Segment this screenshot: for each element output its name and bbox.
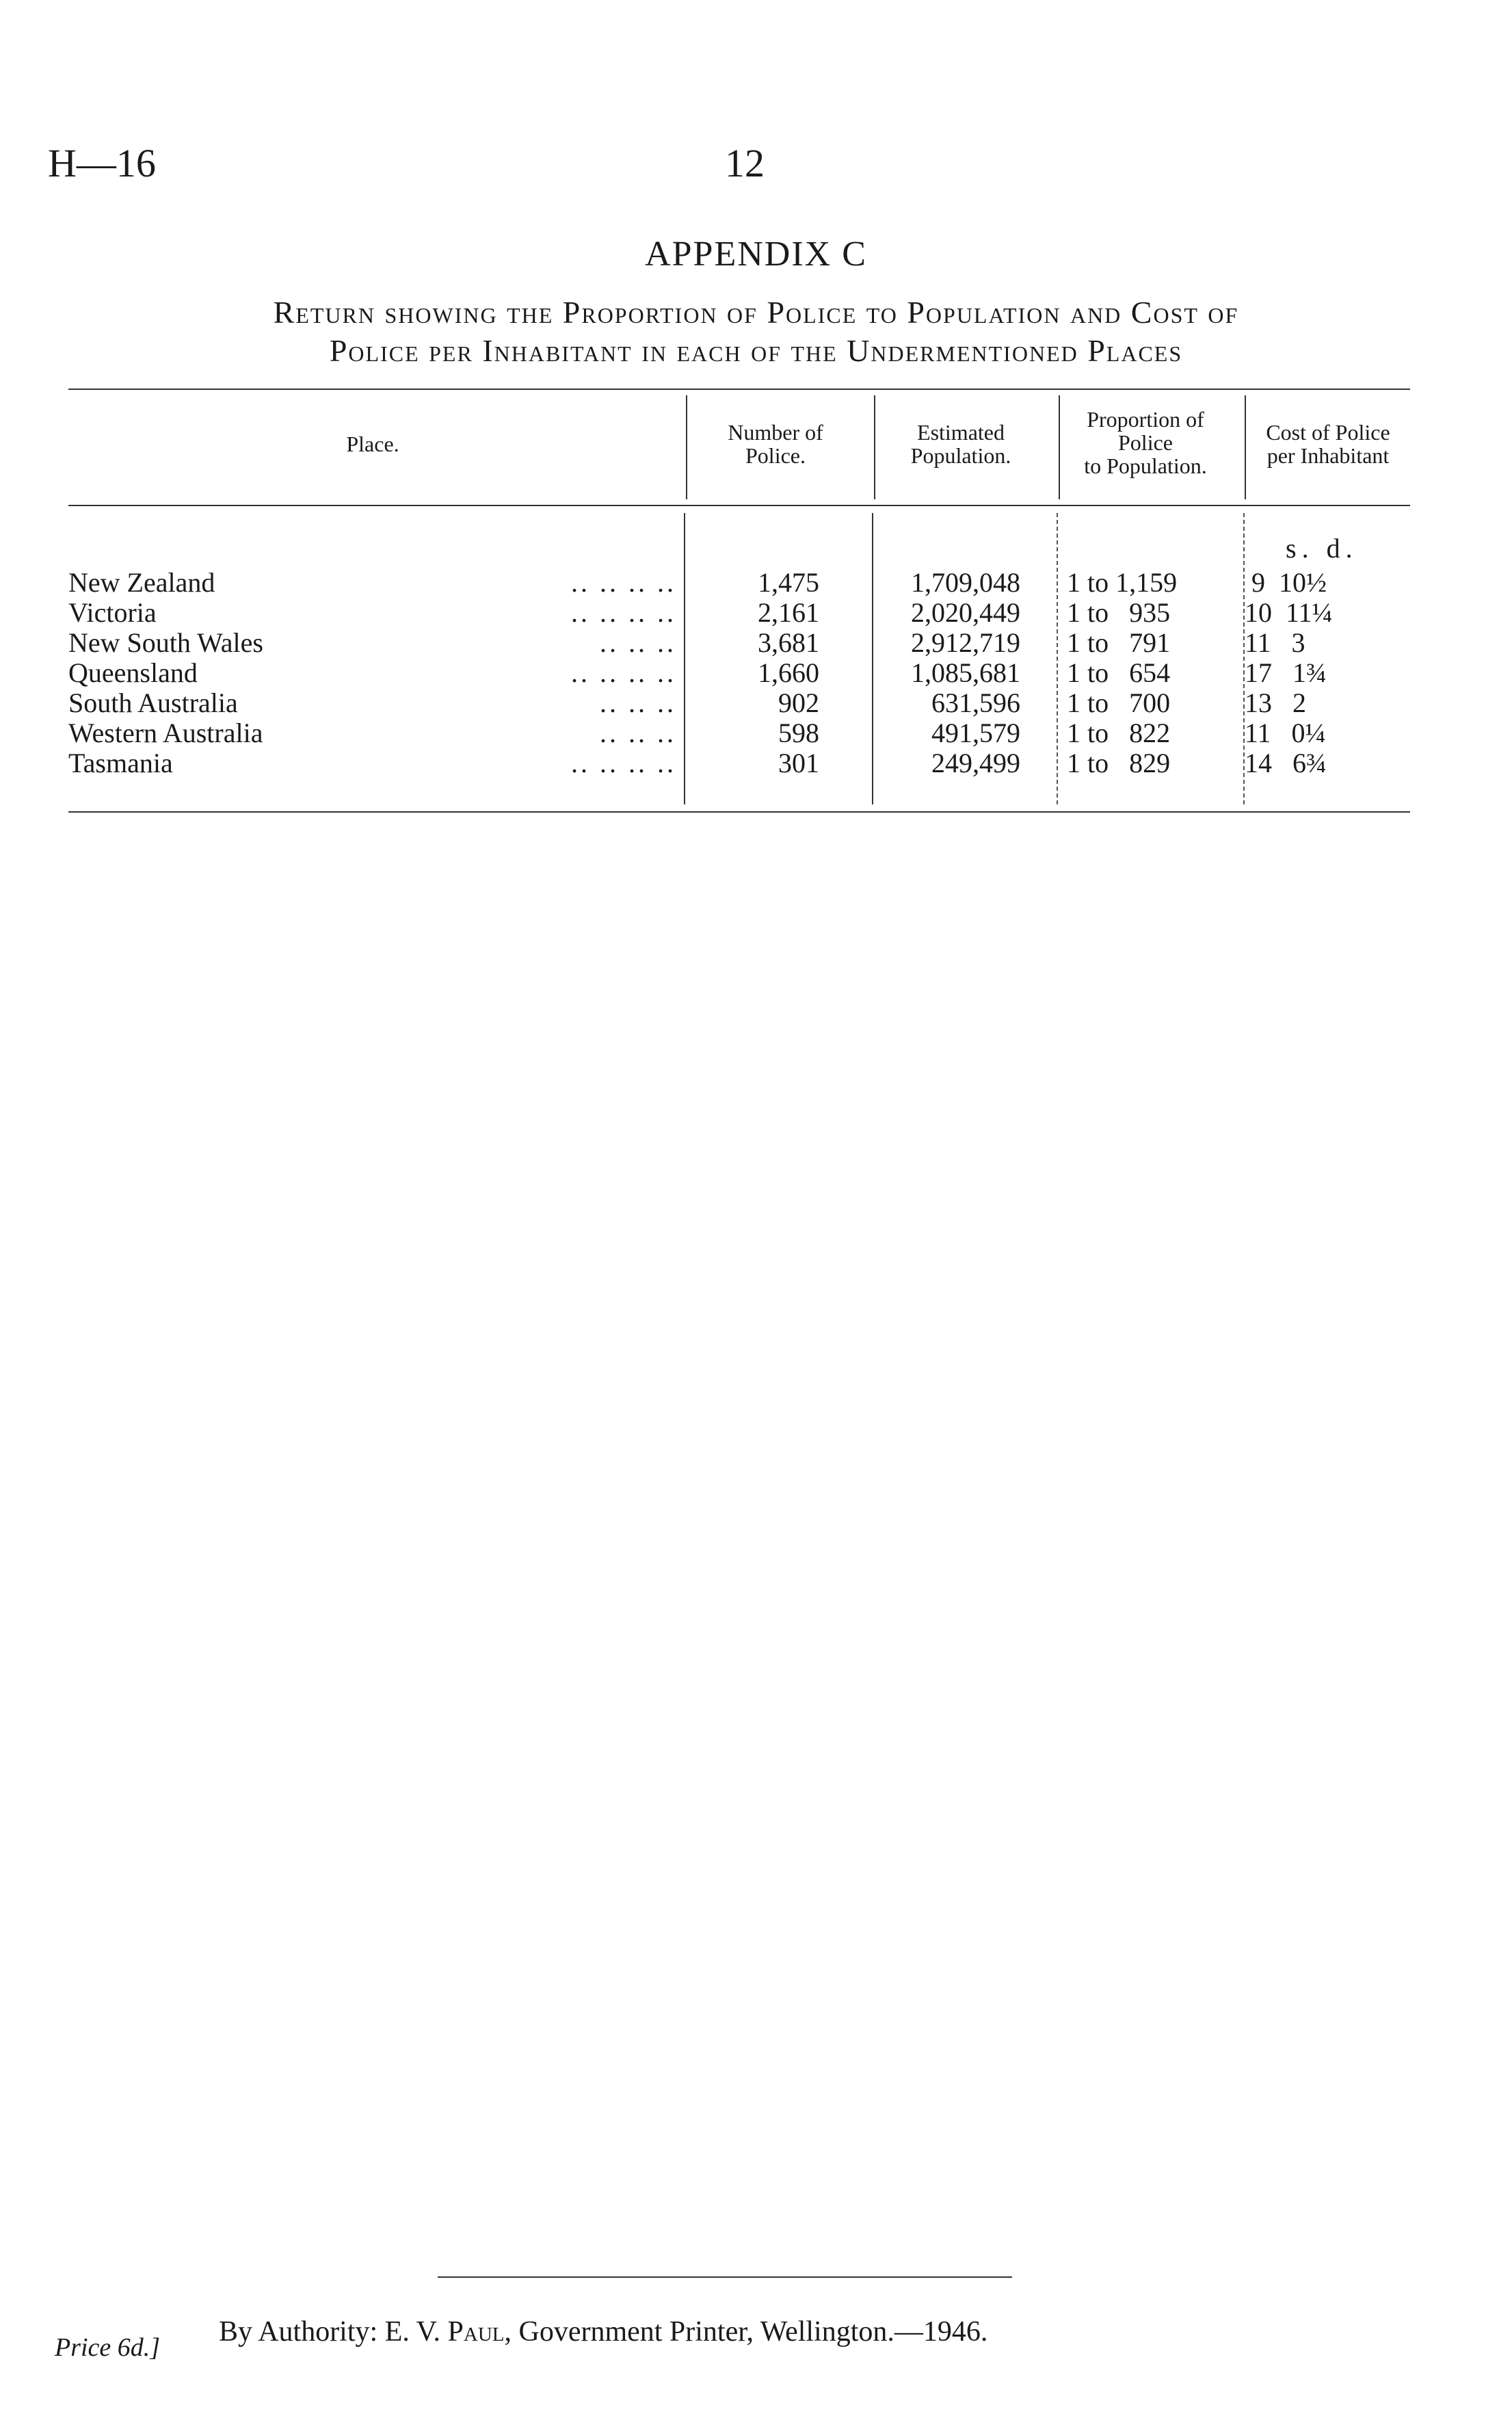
cell-police: 301: [778, 748, 819, 778]
cell-proportion: 1 to 935: [1067, 597, 1171, 628]
cell-population: 249,499: [931, 748, 1020, 778]
table-row: [0, 628, 1512, 658]
leader-dots: .. .. ..: [600, 718, 676, 748]
leader-dots: .. .. .. ..: [571, 657, 676, 688]
leader-dots: .. .. .. ..: [571, 748, 676, 778]
cell-proportion: 1 to 1,159: [1067, 567, 1178, 598]
cell-proportion: 1 to 822: [1067, 718, 1171, 748]
table-row: [0, 598, 1512, 628]
table-bottom-rule: [68, 811, 1410, 813]
cell-place: Tasmania: [68, 748, 173, 778]
cell-population: 1,709,048: [911, 567, 1020, 598]
footer-rule: [438, 2276, 1012, 2278]
cell-police: 3,681: [758, 627, 819, 658]
printer-name: E. V. Paul,: [384, 2316, 512, 2348]
leader-dots: .. .. ..: [600, 687, 676, 718]
cell-place: South Australia: [68, 687, 238, 718]
table-row: [0, 748, 1512, 778]
cell-population: 491,579: [931, 718, 1020, 748]
cell-police: 902: [778, 687, 819, 718]
cell-police: 598: [778, 718, 819, 748]
cell-cost: 14 6¾: [1245, 748, 1327, 778]
cell-proportion: 1 to 791: [1067, 627, 1171, 658]
table-title-line-1: Return showing the Proportion of Police to Population and Cost of: [273, 295, 1239, 330]
leader-dots: .. .. ..: [600, 627, 676, 658]
cell-population: 2,020,449: [911, 597, 1020, 628]
table-row: [0, 718, 1512, 748]
table-title-line-2: Police per Inhabitant in each of the Undermentioned Places: [329, 333, 1183, 368]
table-row: [0, 688, 1512, 718]
cell-proportion: 1 to 829: [1067, 748, 1171, 778]
imprint-footer: [219, 2315, 987, 2348]
cell-place: Victoria: [68, 597, 157, 628]
cell-population: 2,912,719: [911, 627, 1020, 658]
printer-details: Government Printer, Wellington.—1946.: [518, 2316, 988, 2348]
cost-units-label: s. d.: [1286, 533, 1358, 564]
cell-cost: 11 0¼: [1245, 718, 1326, 748]
cell-cost: 9 10½: [1245, 567, 1327, 598]
cell-population: 1,085,681: [911, 657, 1020, 688]
header-bottom-rule: [68, 505, 1410, 506]
cell-place: New South Wales: [68, 627, 263, 658]
cell-place: New Zealand: [68, 567, 215, 598]
table-row: [0, 568, 1512, 598]
cell-cost: 10 11¼: [1245, 597, 1333, 628]
leader-dots: .. .. .. ..: [571, 567, 676, 598]
column-header-police: Number of Police.: [728, 420, 823, 468]
page-number: 12: [725, 141, 765, 185]
cell-cost: 17 1¾: [1245, 657, 1327, 688]
column-header-population: Estimated Population.: [910, 420, 1011, 468]
document-code: H—16: [48, 141, 156, 185]
cell-cost: 11 3: [1245, 627, 1305, 658]
column-header-proportion: Proportion of Police to Population.: [1084, 407, 1207, 478]
table-row: [0, 658, 1512, 688]
cell-police: 1,475: [758, 567, 819, 598]
cell-police: 2,161: [758, 597, 819, 628]
cell-place: Queensland: [68, 657, 198, 688]
leader-dots: .. .. .. ..: [571, 597, 676, 628]
cell-cost: 13 2: [1245, 687, 1306, 718]
column-header-place: Place.: [346, 432, 399, 456]
price-note: Price 6d.]: [55, 2333, 161, 2362]
cell-place: Western Australia: [68, 718, 263, 748]
cell-proportion: 1 to 654: [1067, 657, 1171, 688]
column-header-cost: Cost of Police per Inhabitant: [1266, 420, 1390, 468]
cell-police: 1,660: [758, 657, 819, 688]
appendix-heading: APPENDIX C: [645, 235, 867, 274]
cell-population: 631,596: [931, 687, 1020, 718]
table-top-rule: [68, 389, 1410, 390]
by-authority-label: By Authority:: [219, 2316, 378, 2348]
cell-proportion: 1 to 700: [1067, 687, 1171, 718]
